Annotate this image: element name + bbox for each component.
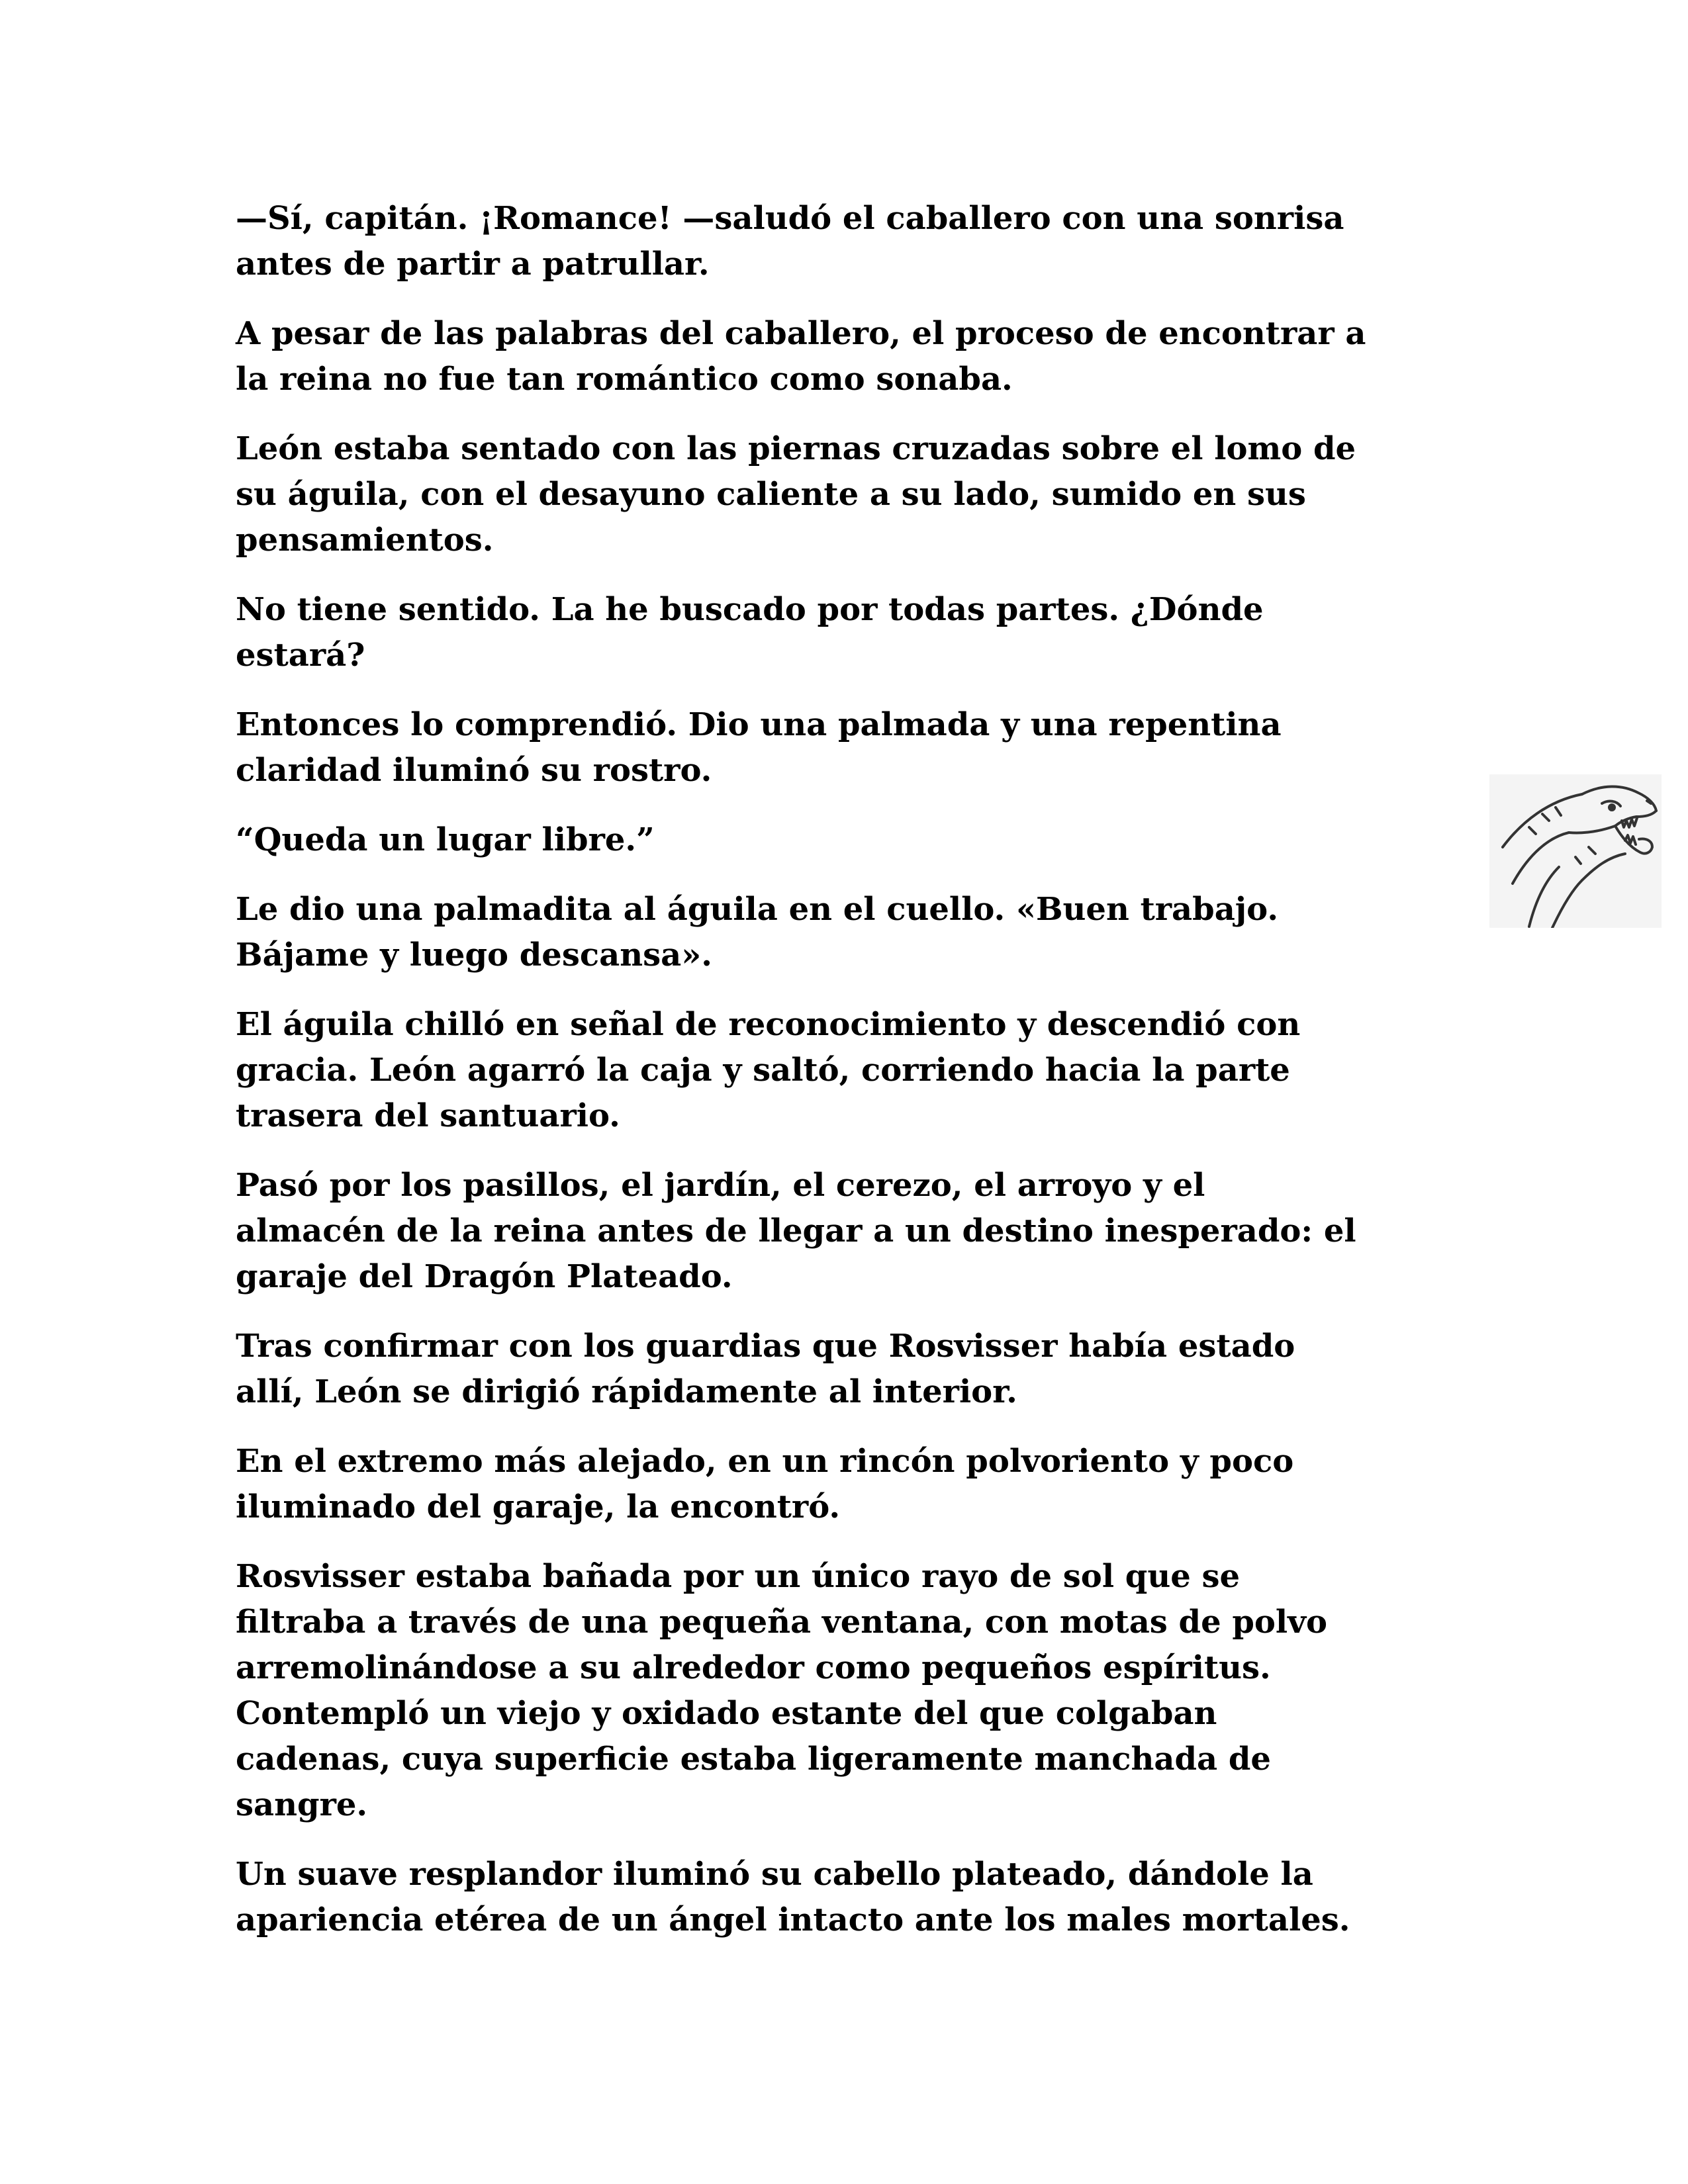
paragraph: “Queda un lugar libre.”: [236, 821, 655, 858]
paragraph: Entonces lo comprendió. Dio una palmada y una repentina claridad iluminó su rostro.: [236, 706, 1282, 789]
paragraph: No tiene sentido. La he buscado por todas partes. ¿Dónde estará?: [236, 591, 1264, 674]
paragraph: El águila chilló en señal de reconocimiento y descendió con gracia. León agarró la caja y saltó, corriendo hacia la parte trasera del santuario.: [236, 1006, 1301, 1134]
paragraph: Un suave resplandor iluminó su cabello plateado, dándole la apariencia etérea de un ángel intacto ante los males mortales.: [236, 1856, 1350, 1938]
paragraph: A pesar de las palabras del caballero, el proceso de encontrar a la reina no fue tan romántico como sonaba.: [236, 315, 1366, 398]
paragraph: En el extremo más alejado, en un rincón polvoriento y poco iluminado del garaje, la encontró.: [236, 1443, 1294, 1525]
paragraph: Pasó por los pasillos, el jardín, el cerezo, el arroyo y el almacén de la reina antes de llegar a un destino inesperado: el garaje del Dragón Plateado.: [236, 1167, 1356, 1295]
paragraph: Rosvisser estaba bañada por un único rayo de sol que se filtraba a través de una pequeña ventana, con motas de polvo arremolinándose a su alrededor como pequeños espíritus. Contempló un viejo y oxidado estante del que colgaban cadenas, cuya superficie estaba ligeramente manchada de sangre.: [236, 1558, 1328, 1823]
dinosaur-head-icon: [1489, 774, 1662, 928]
paragraph: Le dio una palmadita al águila en el cuello. «Buen trabajo. Bájame y luego descansa».: [236, 891, 1279, 974]
document-body: [236, 196, 1487, 1967]
paragraph: Tras confirmar con los guardias que Rosvisser había estado allí, León se dirigió rápidamente al interior.: [236, 1328, 1295, 1410]
paragraph: León estaba sentado con las piernas cruzadas sobre el lomo de su águila, con el desayuno caliente a su lado, sumido en sus pensamientos.: [236, 430, 1356, 559]
paragraph: —Sí, capitán. ¡Romance! —saludó el caballero con una sonrisa antes de partir a patrullar.: [236, 200, 1344, 283]
